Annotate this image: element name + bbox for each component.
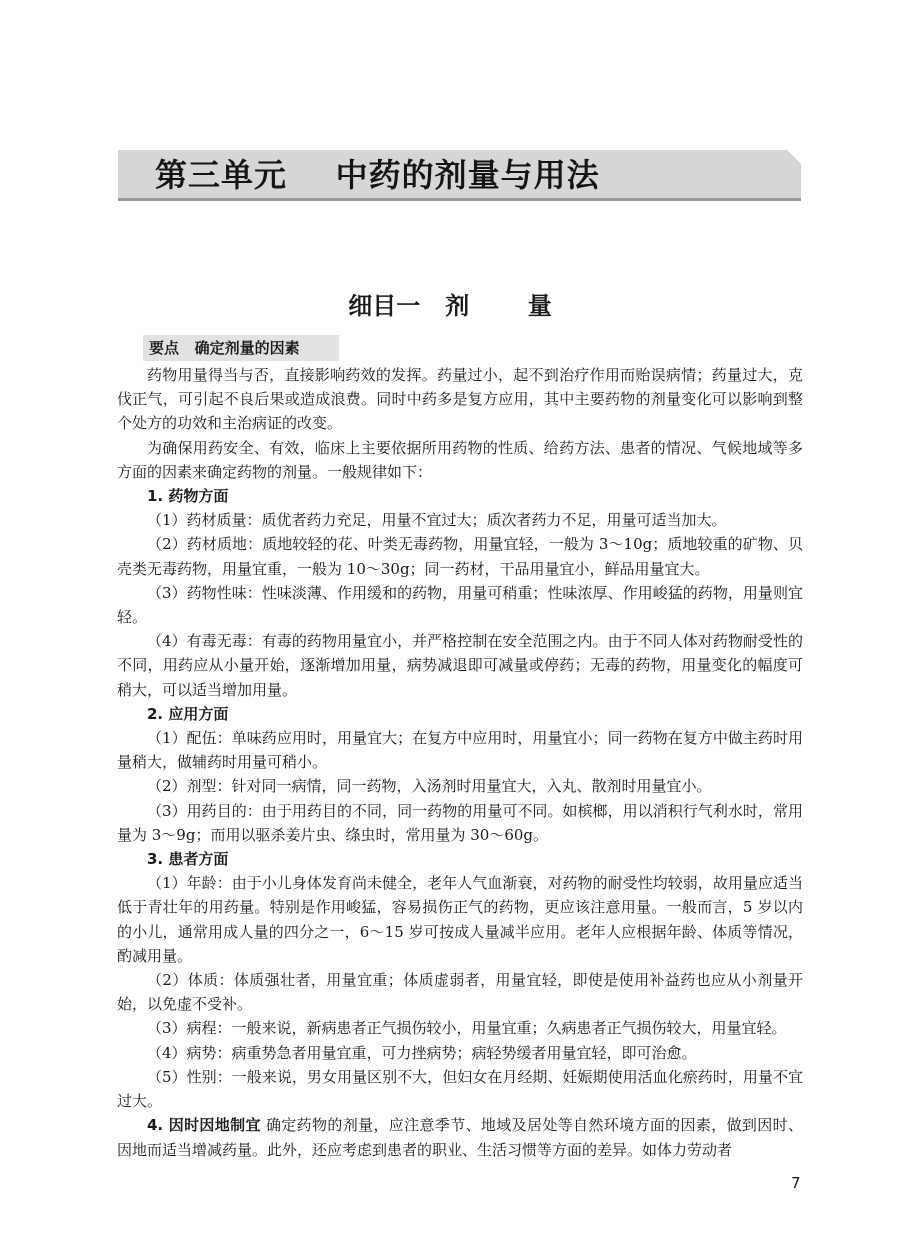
subheading-patient-aspect: 3. 患者方面	[147, 850, 229, 869]
banner-rule	[118, 198, 801, 201]
paragraph: 为确保用药安全、有效，临床上主要依据所用药物的性质、给药方法、患者的情况、气候地域等多方面的因素来确定药物的剂量。一般规律如下：	[117, 438, 803, 481]
point-heading: 要点 确定剂量的因素	[143, 335, 339, 361]
body-text	[117, 363, 803, 1162]
page-number: 7	[791, 1174, 801, 1192]
list-item: （2）药材质地：质地较轻的花、叶类无毒药物，用量宜轻，一般为 3～10g；质地较重的矿物、贝壳类无毒药物，用量宜重，一般为 10～30g；同一药材，干品用量宜小，鲜品用量宜大。	[117, 535, 803, 578]
inline-text: 确定药物的剂量，应注意季节、地域及居处等自然环境方面的因素，做到因时、因地而适当增减药量。此外，还应考虑到患者的职业、生活习惯等方面的差异。如体力劳动者	[117, 1116, 803, 1159]
unit-title: 第三单元 中药的剂量与用法	[155, 156, 600, 194]
list-item: （2）体质：体质强壮者，用量宜重；体质虚弱者，用量宜轻，即使是使用补益药也应从小剂量开始，以免虚不受补。	[117, 971, 803, 1014]
list-item: （3）用药目的：由于用药目的不同，同一药物的用量可不同。如槟榔，用以消积行气利水时，常用量为 3～9g；而用以驱杀姜片虫、绦虫时，常用量为 30～60g。	[117, 801, 803, 844]
list-item: （2）剂型：针对同一病情，同一药物，入汤剂时用量宜大，入丸、散剂时用量宜小。	[147, 777, 712, 796]
list-item: （5）性别：一般来说，男女用量区别不大，但妇女在月经期、妊娠期使用活血化瘀药时，用量不宜过大。	[117, 1067, 803, 1111]
list-item: （1）年龄：由于小儿身体发育尚未健全，老年人气血渐衰，对药物的耐受性均较弱，故用量应适当低于青壮年的用药量。特别是作用峻猛，容易损伤正气的药物，更应该注意用量。一般而言，5 岁以内的小儿，通常用成人量的四分之一，6～15 岁可按成人量减半应用。老年人应根据年龄、体质等情况，酌减用量。	[117, 874, 803, 965]
paragraph-time-place	[117, 1113, 803, 1161]
list-item: （4）病势：病重势急者用量宜重，可力挫病势；病轻势缓者用量宜轻，即可治愈。	[147, 1043, 697, 1062]
section-title: 细目一 剂 量	[348, 291, 552, 320]
subheading-application-aspect: 2. 应用方面	[147, 704, 229, 723]
list-item: （1）配伍：单味药应用时，用量宜大；在复方中应用时，用量宜小；同一药物在复方中做主药时用量稍大，做辅药时用量可稍小。	[117, 729, 803, 772]
paragraph: 药物用量得当与否，直接影响药效的发挥。药量过小，起不到治疗作用而贻误病情；药量过大，克伐正气，可引起不良后果或造成浪费。同时中药多是复方应用，其中主要药物的剂量变化可以影响到整个处方的功效和主治病证的改变。	[117, 366, 803, 433]
list-item: （4）有毒无毒：有毒的药物用量宜小，并严格控制在安全范围之内。由于不同人体对药物耐受性的不同，用药应从小量开始，逐渐增加用量，病势减退即可减量或停药；无毒的药物，用量变化的幅度可稍大，可以适当增加用量。	[117, 632, 803, 699]
inline-subheading: 4. 因时因地制宜	[147, 1116, 261, 1135]
list-item: （3）药物性味：性味淡薄、作用缓和的药物，用量可稍重；性味浓厚、作用峻猛的药物，用量则宜轻。	[117, 583, 803, 627]
list-item: （1）药材质量：质优者药力充足，用量不宜过大；质次者药力不足，用量可适当加大。	[147, 511, 727, 530]
subheading-drug-aspect: 1. 药物方面	[147, 487, 229, 506]
list-item: （3）病程：一般来说，新病患者正气损伤较小，用量宜重；久病患者正气损伤较大，用量宜轻。	[147, 1019, 787, 1038]
